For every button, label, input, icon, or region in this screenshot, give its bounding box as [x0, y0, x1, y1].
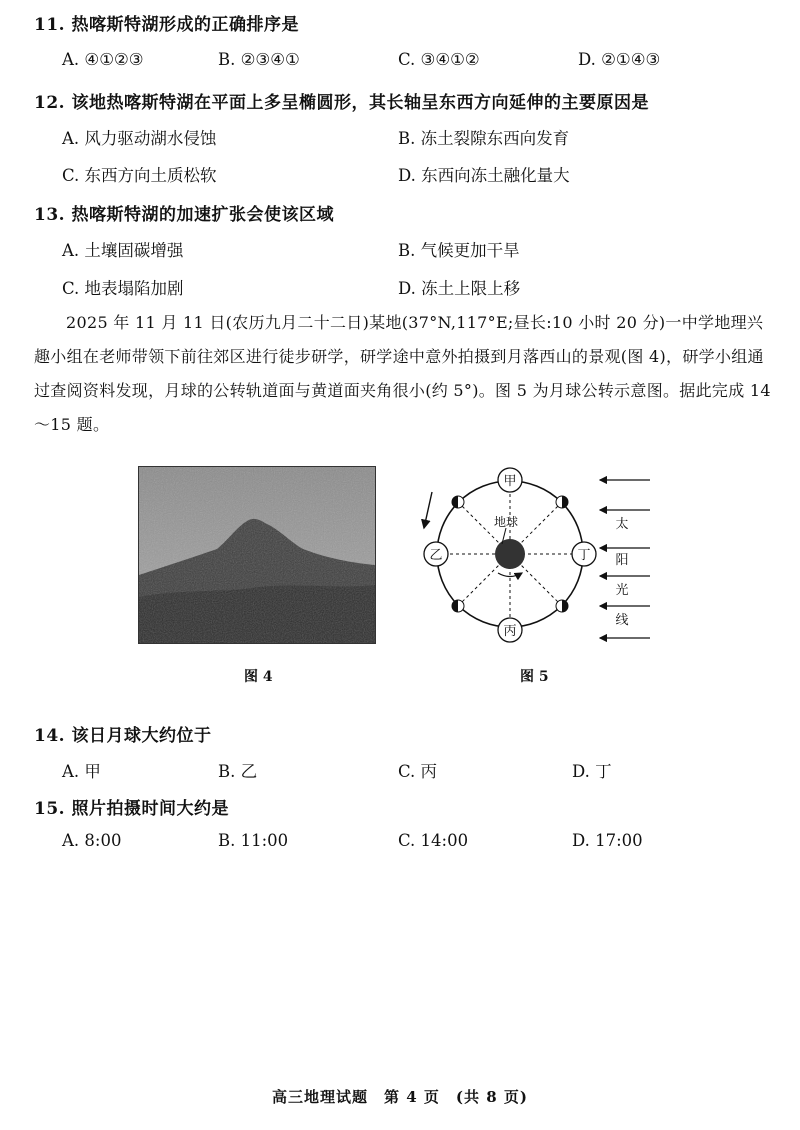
figure-5-caption: 图 5 [520, 669, 549, 685]
q14-option-a: A. 甲 [62, 762, 101, 781]
q11-option-c: C. ③④①② [398, 50, 480, 69]
page-footer: 高三地理试题 第 4 页 (共 8 页) [272, 1088, 528, 1106]
q15-option-d: D. 17:00 [572, 831, 643, 850]
q12-option-d: D. 东西向冻土融化量大 [398, 166, 570, 185]
moon-phase-icon-ne [556, 496, 568, 508]
q13-option-a: A. 土壤固碳增强 [62, 241, 184, 260]
q11-option-d: D. ②①④③ [578, 50, 661, 69]
question-13-stem: 13. 热喀斯特湖的加速扩张会使该区域 [34, 205, 334, 225]
q11-option-a: A. ④①②③ [62, 50, 144, 69]
q14-option-b: B. 乙 [218, 762, 258, 781]
position-bing-label: 丙 [503, 624, 517, 639]
earth-icon [495, 539, 525, 569]
position-jia-label: 甲 [503, 474, 517, 489]
figure-5-diagram [410, 458, 660, 648]
position-yi-label: 乙 [429, 548, 443, 563]
q12-option-c: C. 东西方向土质松软 [62, 166, 217, 185]
figure-4-photo [138, 466, 376, 644]
figure-4-caption: 图 4 [244, 669, 273, 685]
q12-option-b: B. 冻土裂隙东西向发育 [398, 129, 570, 148]
q11-option-b: B. ②③④① [218, 50, 300, 69]
mountain-photo-illustration [139, 467, 375, 643]
q13-option-b: B. 气候更加干旱 [398, 241, 520, 260]
sunlight-label-char-1: 太 [615, 517, 629, 532]
position-ding-label: 丁 [577, 548, 591, 563]
question-11-stem: 11. 热喀斯特湖形成的正确排序是 [34, 15, 299, 35]
revolution-direction-arrow [424, 492, 432, 528]
sunlight-label-char-3: 光 [615, 583, 629, 598]
question-14-stem: 14. 该日月球大约位于 [34, 726, 212, 746]
sunlight-label-char-2: 阳 [615, 553, 629, 568]
passage-text: 2025 年 11 月 11 日(农历九月二十二日)某地(37°N,117°E;昼长:10 小时 20 分)一中学地理兴趣小组在老师带领下前往郊区进行徒步研学，研学途中意外拍摄到月落西山的景观(图 4)，研学小组通过查阅资料发现，月球的公转轨道面与黄道面夹角很小(约 5°)。图 5 为月球公转示意图。据此完成 14～15 题。 [34, 313, 771, 434]
question-15-stem: 15. 照片拍摄时间大约是 [34, 799, 229, 819]
q14-option-d: D. 丁 [572, 762, 612, 781]
earth-label: 地球 [494, 515, 519, 529]
sunlight-label-char-4: 线 [615, 613, 629, 628]
moon-phase-icon-nw [452, 496, 464, 508]
q15-option-c: C. 14:00 [398, 831, 469, 850]
q12-option-a: A. 风力驱动湖水侵蚀 [62, 129, 217, 148]
moon-phase-icon-se [556, 600, 568, 612]
q15-option-b: B. 11:00 [218, 831, 289, 850]
q15-option-a: A. 8:00 [62, 831, 122, 850]
q13-option-c: C. 地表塌陷加剧 [62, 279, 184, 298]
moon-phase-icon-sw [452, 600, 464, 612]
q13-option-d: D. 冻土上限上移 [398, 279, 521, 298]
question-12-stem: 12. 该地热喀斯特湖在平面上多呈椭圆形，其长轴呈东西方向延伸的主要原因是 [34, 93, 649, 113]
q14-option-c: C. 丙 [398, 762, 438, 781]
